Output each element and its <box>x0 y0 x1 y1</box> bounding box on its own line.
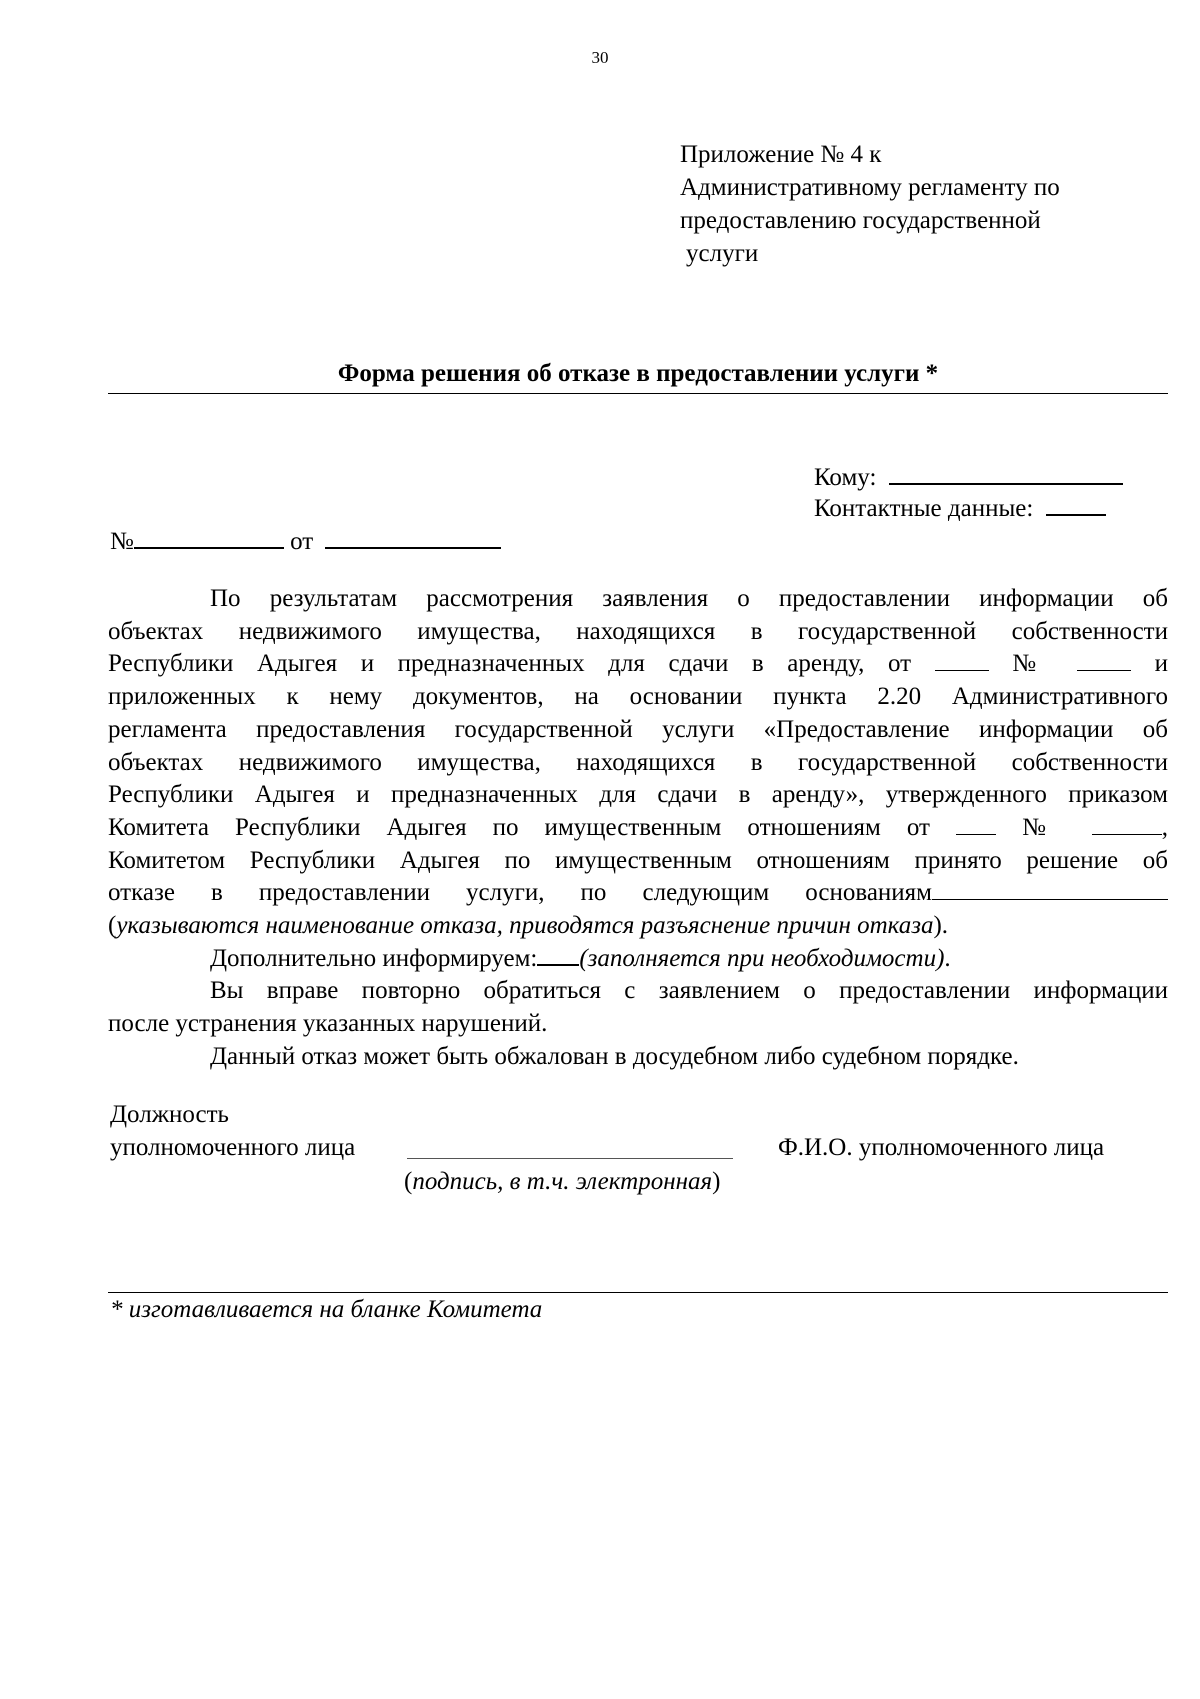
italic-hint: (заполняется при необходимости) <box>579 944 945 972</box>
number-blank <box>1077 670 1131 671</box>
paragraph-line: объектах недвижимого имущества, находящихся в государственной собственности <box>108 617 1168 645</box>
paragraph-line <box>108 812 1168 845</box>
paragraph-line: приложенных к нему документов, на основании пункта 2.20 Административного <box>108 683 1168 711</box>
italic-hint: подпись, в т.ч. электронная <box>412 1168 713 1195</box>
contacts-blank <box>1046 514 1106 516</box>
text-fragment: ( <box>108 912 117 940</box>
number-blank <box>134 547 284 549</box>
text-fragment: Комитета Республики Адыгея по имущественным отношениям от <box>108 813 930 841</box>
annex-line: предоставлению государственной <box>680 207 1041 234</box>
paragraph-line: Данный отказ может быть обжалован в досудебном либо судебном порядке. <box>210 1042 1019 1070</box>
paragraph-line: По результатам рассмотрения заявления о предоставлении информации об <box>210 585 1168 612</box>
grounds-blank <box>932 899 1168 900</box>
number-label: № <box>110 528 134 555</box>
title-underline <box>108 393 1168 394</box>
footnote-divider <box>108 1292 1168 1293</box>
date-blank <box>935 670 989 671</box>
paragraph-line: Комитетом Республики Адыгея по имущественным отношениям принято решение об <box>108 846 1168 874</box>
paragraph-line <box>108 877 1168 910</box>
italic-hint: указываются наименование отказа, приводятся разъяснение причин отказа <box>116 912 934 940</box>
text-fragment: Республики Адыгея и предназначенных для сдачи в аренду, от <box>108 650 912 678</box>
text-fragment: ( <box>404 1168 413 1195</box>
date-blank <box>956 834 996 835</box>
text-fragment: и <box>1154 650 1169 678</box>
to-label: Кому: <box>814 464 877 491</box>
paragraph-line <box>108 648 1168 681</box>
recipient-contacts <box>814 495 1106 523</box>
signature-position-line2: уполномоченного лица <box>110 1134 356 1161</box>
contacts-label: Контактные данные: <box>814 495 1034 522</box>
date-label: от <box>290 528 314 555</box>
text-fragment: № <box>1012 650 1054 678</box>
text-fragment: ). <box>933 912 949 940</box>
paragraph-line: объектах недвижимого имущества, находящихся в государственной собственности <box>108 748 1168 776</box>
text-fragment: отказе в предоставлении услуги, по следующим основаниям <box>108 879 932 907</box>
decision-number-line <box>110 528 501 556</box>
text-fragment: , <box>1161 813 1169 841</box>
signature-caption <box>404 1168 720 1196</box>
annex-line: Приложение № 4 к <box>680 141 882 168</box>
page-number: 30 <box>591 48 609 67</box>
annex-line: Административному регламенту по <box>680 174 1060 201</box>
footnote: * изготавливается на бланке Комитета <box>110 1296 543 1323</box>
paragraph-line: Республики Адыгея и предназначенных для сдачи в аренду», утвержденного приказом <box>108 781 1168 809</box>
paragraph-line: Вы вправе повторно обратиться с заявлением о предоставлении информации <box>210 977 1168 1005</box>
signatory-name: Ф.И.О. уполномоченного лица <box>778 1134 1105 1161</box>
number-blank <box>1092 834 1162 835</box>
signature-blank <box>407 1158 733 1159</box>
recipient-to <box>814 464 1123 492</box>
to-blank <box>889 483 1123 485</box>
paragraph-line: регламента предоставления государственной услуги «Предоставление информации об <box>108 715 1168 743</box>
paragraph-line: после устранения указанных нарушений. <box>108 1010 548 1038</box>
text-fragment: № <box>1022 813 1066 841</box>
info-blank <box>537 964 579 966</box>
paragraph-line <box>108 910 1168 943</box>
main-text <box>108 583 1168 1074</box>
text-fragment: . <box>944 944 951 972</box>
annex-header <box>680 138 1060 270</box>
text-fragment: Дополнительно информируем: <box>210 944 538 972</box>
signature-position-line1: Должность <box>110 1101 229 1128</box>
annex-line: услуги <box>686 240 759 267</box>
text-fragment: ) <box>712 1168 721 1195</box>
paragraph-line <box>108 943 1168 976</box>
document-title: Форма решения об отказе в предоставлении услуги * <box>337 360 939 387</box>
date-blank <box>325 547 501 549</box>
